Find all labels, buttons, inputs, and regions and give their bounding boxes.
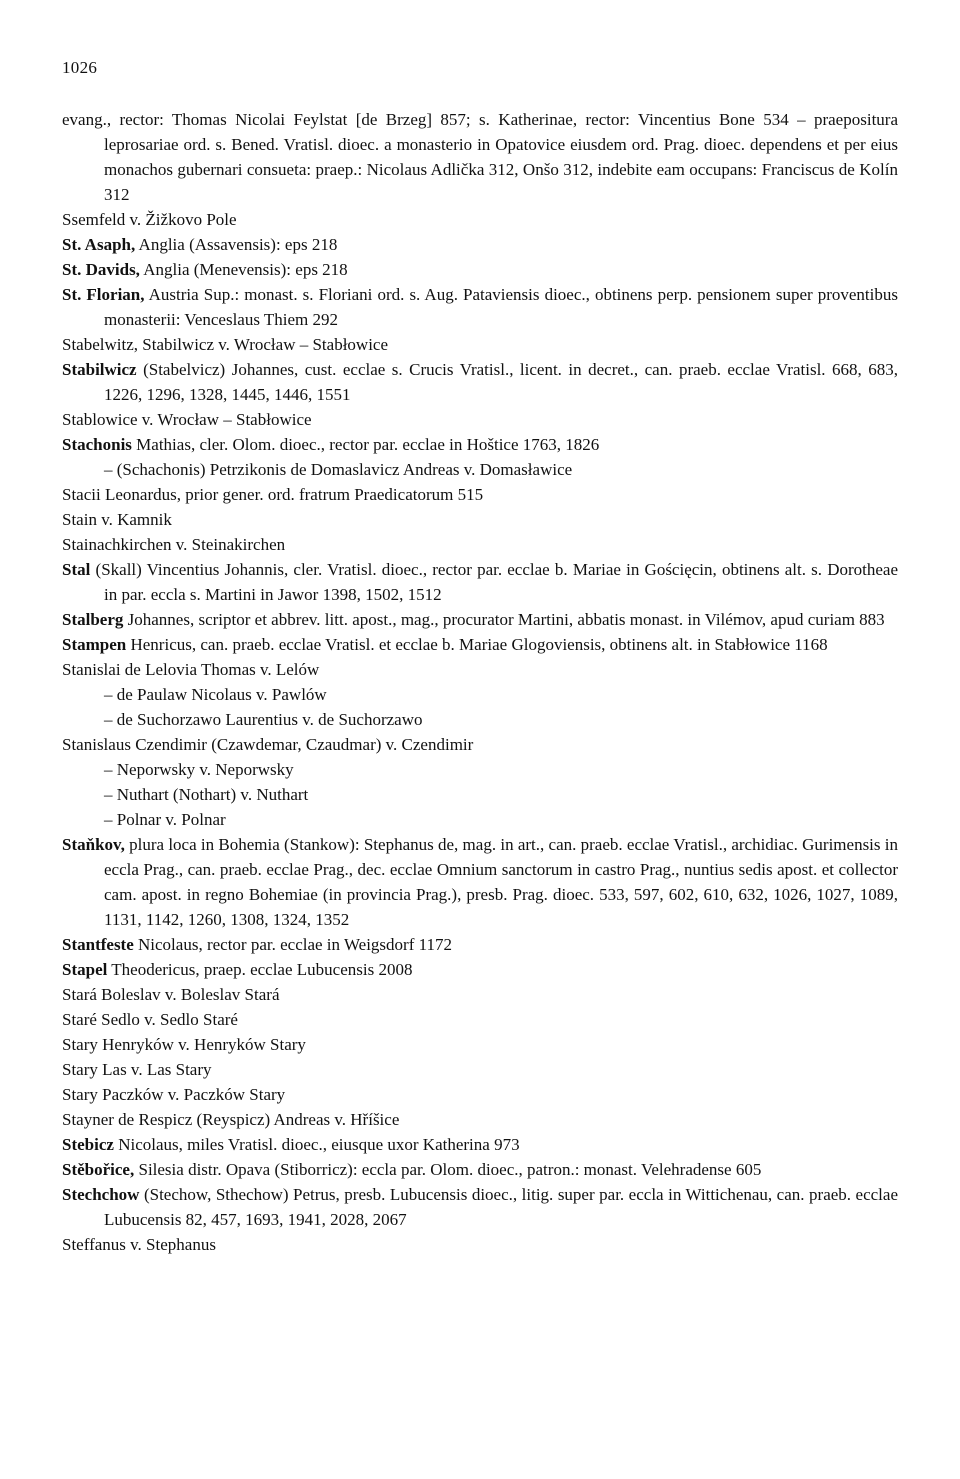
entry-headword: Stampen [62,635,127,654]
entry-headword: St. Davids, [62,260,140,279]
entry-headword: Stěbořice, [62,1160,135,1179]
index-entry [62,1057,898,1082]
entry-text: – Polnar v. Polnar [104,810,226,829]
index-entry [62,557,898,607]
entry-text: Stainachkirchen v. Steinakirchen [62,535,286,554]
index-entry [62,507,898,532]
index-entry [62,482,898,507]
entry-headword: Stabilwicz [62,360,137,379]
index-entry [62,957,898,982]
entry-text: Austria Sup.: monast. s. Floriani ord. s. Aug. Pataviensis dioec., obtinens perp. pensionem super proventibus monasterii: Venceslaus Thiem 292 [104,285,898,329]
entry-headword: Stalberg [62,610,124,629]
index-entry [62,1132,898,1157]
index-subentry [62,707,898,732]
page-number: 1026 [62,58,98,77]
entry-text: Johannes, scriptor et abbrev. litt. apost., mag., procurator Martini, abbatis monast. in Vilémov, apud curiam 883 [127,610,885,629]
entry-headword: Stal [62,560,91,579]
entry-headword: Stachonis [62,435,132,454]
entry-text: Stary Henryków v. Henryków Stary [62,1035,306,1054]
index-entry [62,432,898,457]
entry-text: Stain v. Kamnik [62,510,172,529]
index-entry [62,732,898,757]
entry-headword: Stebicz [62,1135,114,1154]
entry-text: Stayner de Respicz (Reyspicz) Andreas v. Hříšice [62,1110,400,1129]
index-entry [62,1032,898,1057]
entry-text: – (Schachonis) Petrzikonis de Domaslavicz Andreas v. Domasławice [104,460,573,479]
entry-text: – Nuthart (Nothart) v. Nuthart [104,785,309,804]
index-entry [62,1232,898,1257]
entry-headword: Stantfeste [62,935,134,954]
index-entry [62,632,898,657]
index-subentry [62,757,898,782]
entry-text: – de Paulaw Nicolaus v. Pawlów [104,685,327,704]
index-entry [62,1082,898,1107]
index-entry [62,1107,898,1132]
entry-headword: Stechchow [62,1185,140,1204]
entry-text: Staré Sedlo v. Sedlo Staré [62,1010,238,1029]
entry-headword: Staňkov, [62,835,125,854]
index-entry [62,1157,898,1182]
index-entry [62,532,898,557]
entry-text: Steffanus v. Stephanus [62,1235,216,1254]
index-entry [62,657,898,682]
entry-text: – Neporwsky v. Neporwsky [104,760,294,779]
entry-text: – de Suchorzawo Laurentius v. de Suchorzawo [104,710,423,729]
index-entry [62,332,898,357]
entry-headword: Stapel [62,960,108,979]
index-entry [62,107,898,207]
entry-text: (Stechow, Sthechow) Petrus, presb. Lubucensis dioec., litig. super par. eccla in Wittichenau, can. praeb. ecclae Lubucensis 82, 457, 1693, 1941, 2028, 2067 [104,1185,898,1229]
entry-text: Nicolaus, miles Vratisl. dioec., eiusque uxor Katherina 973 [118,1135,520,1154]
entry-text: Stacii Leonardus, prior gener. ord. fratrum Praedicatorum 515 [62,485,484,504]
entry-text: Stanislai de Lelovia Thomas v. Lelów [62,660,320,679]
entry-text: Stablowice v. Wrocław – Stabłowice [62,410,312,429]
entry-text: (Skall) Vincentius Johannis, cler. Vratisl. dioec., rector par. ecclae b. Mariae in Gościęcin, obtinens alt. s. Dorotheae in par. eccla s. Martini in Jawor 1398, 1502, 1512 [95,560,898,604]
entry-headword: St. Asaph, [62,235,136,254]
index-entry [62,257,898,282]
entry-text: Mathias, cler. Olom. dioec., rector par. ecclae in Hoštice 1763, 1826 [136,435,600,454]
index-entry [62,207,898,232]
entry-text: plura loca in Bohemia (Stankow): Stephanus de, mag. in art., can. praeb. ecclae Vratisl., archidiac. Gurimensis in eccla Prag., can. praeb. ecclae Prag., dec. ecclae Omnium sanctorum in castro Prag., nuntius sedis apost. et collector cam. apost. in regno Bohemiae (in provincia Prag.), presb. Prag. dioec. 533, 597, 602, 610, 632, 1026, 1027, 1089, 1131, 1142, 1260, 1308, 1324, 1352 [104,835,899,929]
entry-text: Anglia (Assavensis): eps 218 [138,235,338,254]
entry-text: Stará Boleslav v. Boleslav Stará [62,985,280,1004]
index-entry [62,932,898,957]
entry-headword: St. Florian, [62,285,145,304]
entry-text: Silesia distr. Opava (Stiborricz): eccla par. Olom. dioec., patron.: monast. Velehradense 605 [138,1160,762,1179]
index-subentry [62,782,898,807]
index-entries [62,107,898,1257]
entry-text: Stary Paczków v. Paczków Stary [62,1085,286,1104]
entry-text: Nicolaus, rector par. ecclae in Weigsdorf 1172 [138,935,452,954]
entry-text: (Stabelvicz) Johannes, cust. ecclae s. Crucis Vratisl., licent. in decret., can. praeb. ecclae Vratisl. 668, 683, 1226, 1296, 1328, 1445, 1446, 1551 [104,360,898,404]
index-subentry [62,457,898,482]
index-entry [62,607,898,632]
entry-text: Ssemfeld v. Žižkovo Pole [62,210,237,229]
index-entry [62,832,898,932]
entry-text: Theodericus, praep. ecclae Lubucensis 2008 [111,960,413,979]
index-entry [62,357,898,407]
index-entry [62,407,898,432]
entry-text: Stary Las v. Las Stary [62,1060,212,1079]
index-entry [62,1182,898,1232]
index-entry [62,1007,898,1032]
entry-text: Henricus, can. praeb. ecclae Vratisl. et ecclae b. Mariae Glogoviensis, obtinens alt. in Stabłowice 1168 [130,635,828,654]
index-subentry [62,682,898,707]
index-entry [62,232,898,257]
entry-text: Stanislaus Czendimir (Czawdemar, Czaudmar) v. Czendimir [62,735,474,754]
index-entry [62,282,898,332]
entry-text: Stabelwitz, Stabilwicz v. Wrocław – Stabłowice [62,335,389,354]
entry-text: Anglia (Menevensis): eps 218 [143,260,348,279]
index-subentry [62,807,898,832]
index-entry [62,982,898,1007]
entry-text: evang., rector: Thomas Nicolai Feylstat [de Brzeg] 857; s. Katherinae, rector: Vincentius Bone 534 – praepositura leprosariae ord. s. Bened. Vratisl. dioec. a monasterio in Opatovice eiusdem ord. Prag. dioec. dependens et per eius monachos gubernari consueta: praep.: Nicolaus Adlička 312, Onšo 312, indebite eam occupans: Franciscus de Kolín 312 [62,110,898,204]
